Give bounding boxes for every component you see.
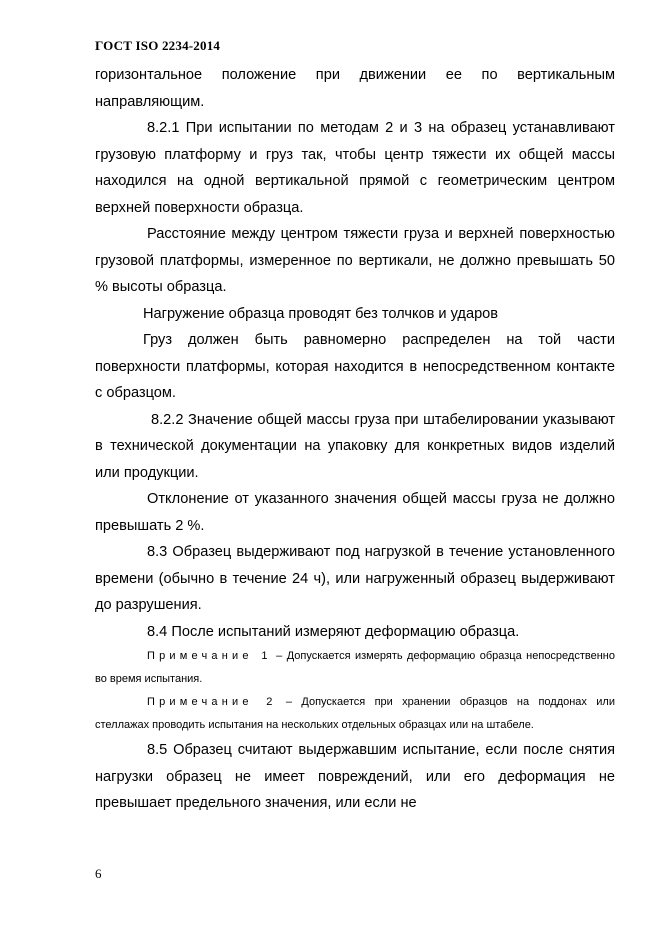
note-2-label: Примечание 2 (147, 696, 277, 708)
document-body (95, 62, 615, 817)
paragraph-loading: Нагружение образца проводят без толчков и ударов (143, 305, 499, 322)
note-1-label: Примечание 1 (147, 650, 272, 662)
paragraph-distance: Расстояние между центром тяжести груза и верхней поверхностью грузовой платформы, измеренное по вертикали, не должно превышать 50 % высоты образца. (95, 226, 615, 295)
note-1-text: – Допускается измерять деформацию образца непосредственно во время испытания. (95, 650, 615, 685)
paragraph-8-5: 8.5 Образец считают выдержавшим испытание, если после снятия нагрузки образец не имеет повреждений, или его деформация не превышает предельного значения, или если не (95, 742, 615, 811)
document-header: ГОСТ ISO 2234-2014 (95, 38, 221, 53)
paragraph-load-distribution: Груз должен быть равномерно распределен на той части поверхности платформы, которая находится в непосредственном контакте с образцом. (95, 332, 615, 401)
paragraph-8-2-1: 8.2.1 При испытании по методам 2 и 3 на образец устанавливают грузовую платформу и груз так, чтобы центр тяжести их общей массы находился на одной вертикальной прямой с геометрическим центром верхней поверхности образца. (95, 120, 615, 216)
note-2-text: – Допускается при хранении образцов на поддонах или стеллажах проводить испытания на нескольких отдельных образцах или на штабеле. (95, 696, 615, 731)
paragraph-8-4: 8.4 После испытаний измеряют деформацию образца. (147, 623, 520, 640)
paragraph-8-2-2: 8.2.2 Значение общей массы груза при штабелировании указывают в технической документации на упаковку для конкретных видов изделий или продукции. (95, 411, 615, 481)
page-number: 6 (95, 866, 102, 881)
paragraph-continuation: горизонтальное положение при движении ее по вертикальным направляющим. (95, 67, 615, 110)
note-1 (95, 645, 615, 691)
paragraph-deviation: Отклонение от указанного значения общей массы груза не должно превышать 2 %. (95, 491, 615, 534)
paragraph-8-3: 8.3 Образец выдерживают под нагрузкой в течение установленного времени (обычно в течение 24 ч), или нагруженный образец выдерживают до разрушения. (95, 544, 615, 613)
note-2 (95, 691, 615, 737)
